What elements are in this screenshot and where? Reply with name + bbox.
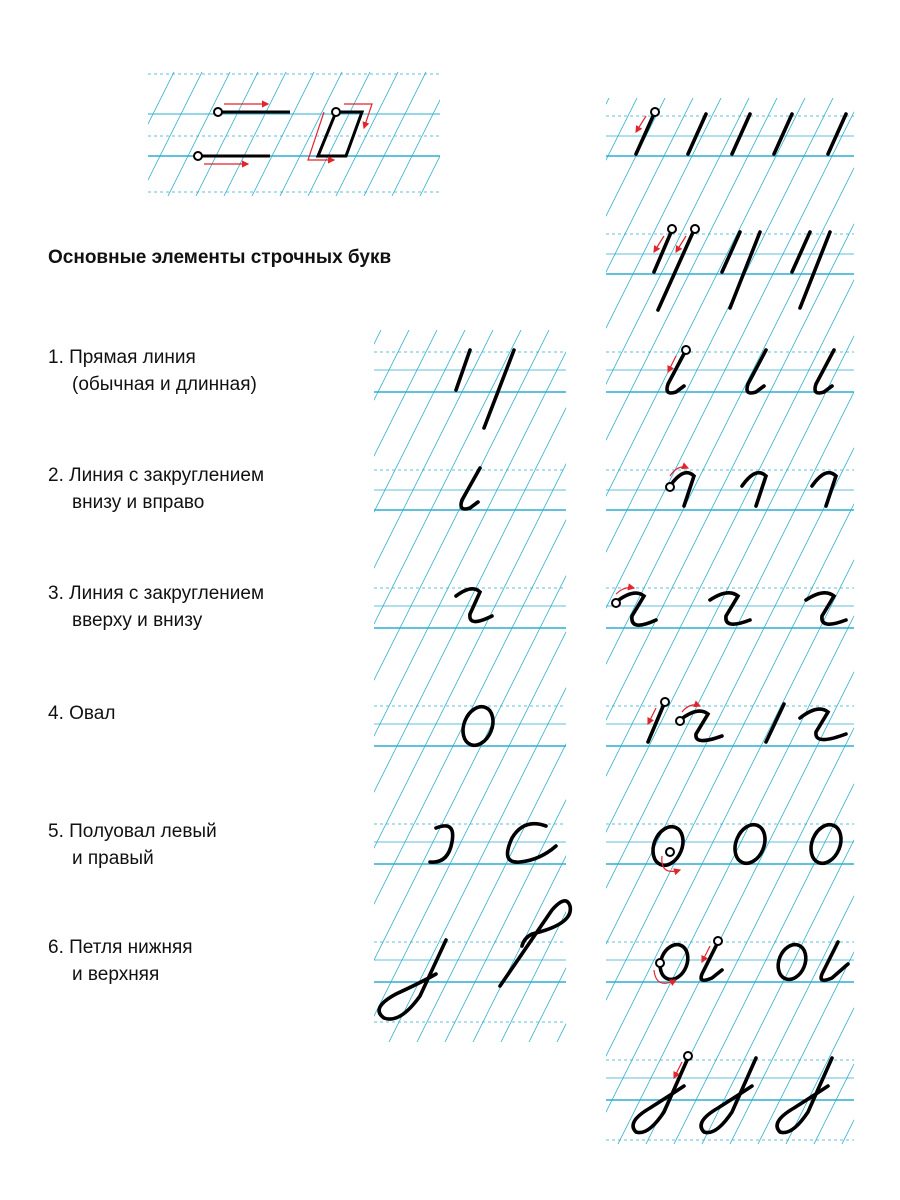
element-subtitle: и правый: [72, 848, 154, 869]
element-title: Петля нижняя: [69, 937, 193, 958]
element-number: 6.: [48, 937, 64, 958]
element-item-5: [48, 818, 217, 872]
right-column-grid: [606, 98, 854, 1144]
element-item-4: [48, 700, 115, 727]
element-subtitle: (обычная и длинная): [72, 374, 257, 395]
element-subtitle: и верхняя: [72, 964, 160, 985]
element-number: 2.: [48, 465, 64, 486]
element-subtitle: внизу и вправо: [72, 492, 205, 513]
element-title: Линия с закруглением: [69, 583, 265, 604]
element-item-2: [48, 462, 264, 516]
top-grid-diagram: [148, 72, 440, 196]
element-number: 4.: [48, 703, 64, 724]
element-subtitle: вверху и внизу: [72, 610, 203, 631]
middle-column-grid: [374, 330, 570, 1042]
element-number: 1.: [48, 347, 64, 368]
element-item-1: [48, 344, 257, 398]
page-heading: Основные элементы строчных букв: [48, 247, 392, 268]
element-number: 3.: [48, 583, 64, 604]
element-item-6: [48, 934, 193, 988]
element-title: Прямая линия: [69, 347, 196, 368]
element-title: Линия с закруглением: [69, 465, 265, 486]
element-title: Полуовал левый: [69, 821, 217, 842]
element-item-3: [48, 580, 264, 634]
element-title: Овал: [69, 703, 116, 724]
element-number: 5.: [48, 821, 64, 842]
